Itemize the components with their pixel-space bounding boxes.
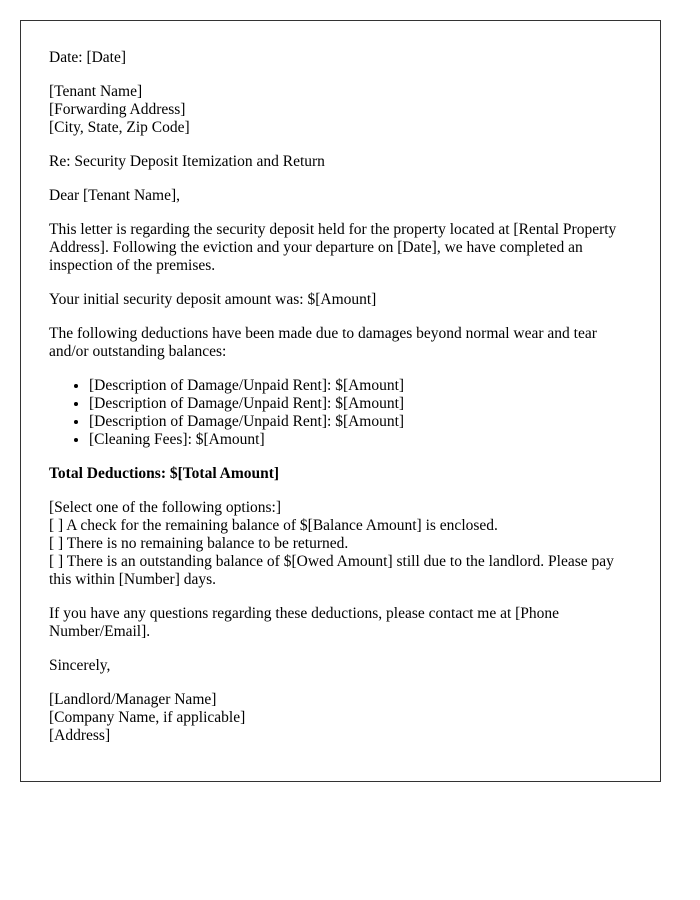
deductions-list [49, 377, 632, 449]
deduction-item: • [Description of Damage/Unpaid Rent]: $[Amount] [89, 395, 632, 413]
letter [20, 20, 661, 782]
signer-company: [Company Name, if applicable] [49, 709, 246, 726]
date-line: Date: [Date] [49, 49, 127, 66]
deduction-item: • [Cleaning Fees]: $[Amount] [89, 431, 632, 449]
salutation: Dear [Tenant Name], [49, 187, 181, 204]
intro-paragraph: This letter is regarding the security deposit held for the property located at [Rental Property Address]. Following the eviction and your departure on [Date], we have completed an inspection of the premises. [49, 221, 617, 274]
deductions-intro: The following deductions have been made due to damages beyond normal wear and tear and/or outstanding balances: [49, 325, 597, 360]
deduction-item: • [Description of Damage/Unpaid Rent]: $[Amount] [89, 413, 632, 431]
contact-paragraph: If you have any questions regarding these deductions, please contact me at [Phone Number/Email]. [49, 605, 560, 640]
recipient-city: [City, State, Zip Code] [49, 119, 190, 136]
initial-deposit: Your initial security deposit amount was: $[Amount] [49, 291, 377, 308]
recipient-street: [Forwarding Address] [49, 101, 186, 118]
subject-line: Re: Security Deposit Itemization and Return [49, 153, 325, 170]
recipient-name: [Tenant Name] [49, 83, 143, 100]
closing: Sincerely, [49, 657, 111, 674]
option-no-balance: [ ] There is no remaining balance to be returned. [49, 535, 349, 552]
option-outstanding-balance: [ ] There is an outstanding balance of $[Owed Amount] still due to the landlord. Please pay this within [Number] days. [49, 553, 614, 588]
option-check-enclosed: [ ] A check for the remaining balance of $[Balance Amount] is enclosed. [49, 517, 498, 534]
signer-name: [Landlord/Manager Name] [49, 691, 217, 708]
signature-block [49, 691, 632, 745]
deduction-item: • [Description of Damage/Unpaid Rent]: $[Amount] [89, 377, 632, 395]
options-block [49, 499, 632, 589]
recipient-address [49, 83, 632, 137]
signer-address: [Address] [49, 727, 111, 744]
total-deductions: Total Deductions: $[Total Amount] [49, 465, 280, 482]
options-heading: [Select one of the following options:] [49, 499, 282, 516]
